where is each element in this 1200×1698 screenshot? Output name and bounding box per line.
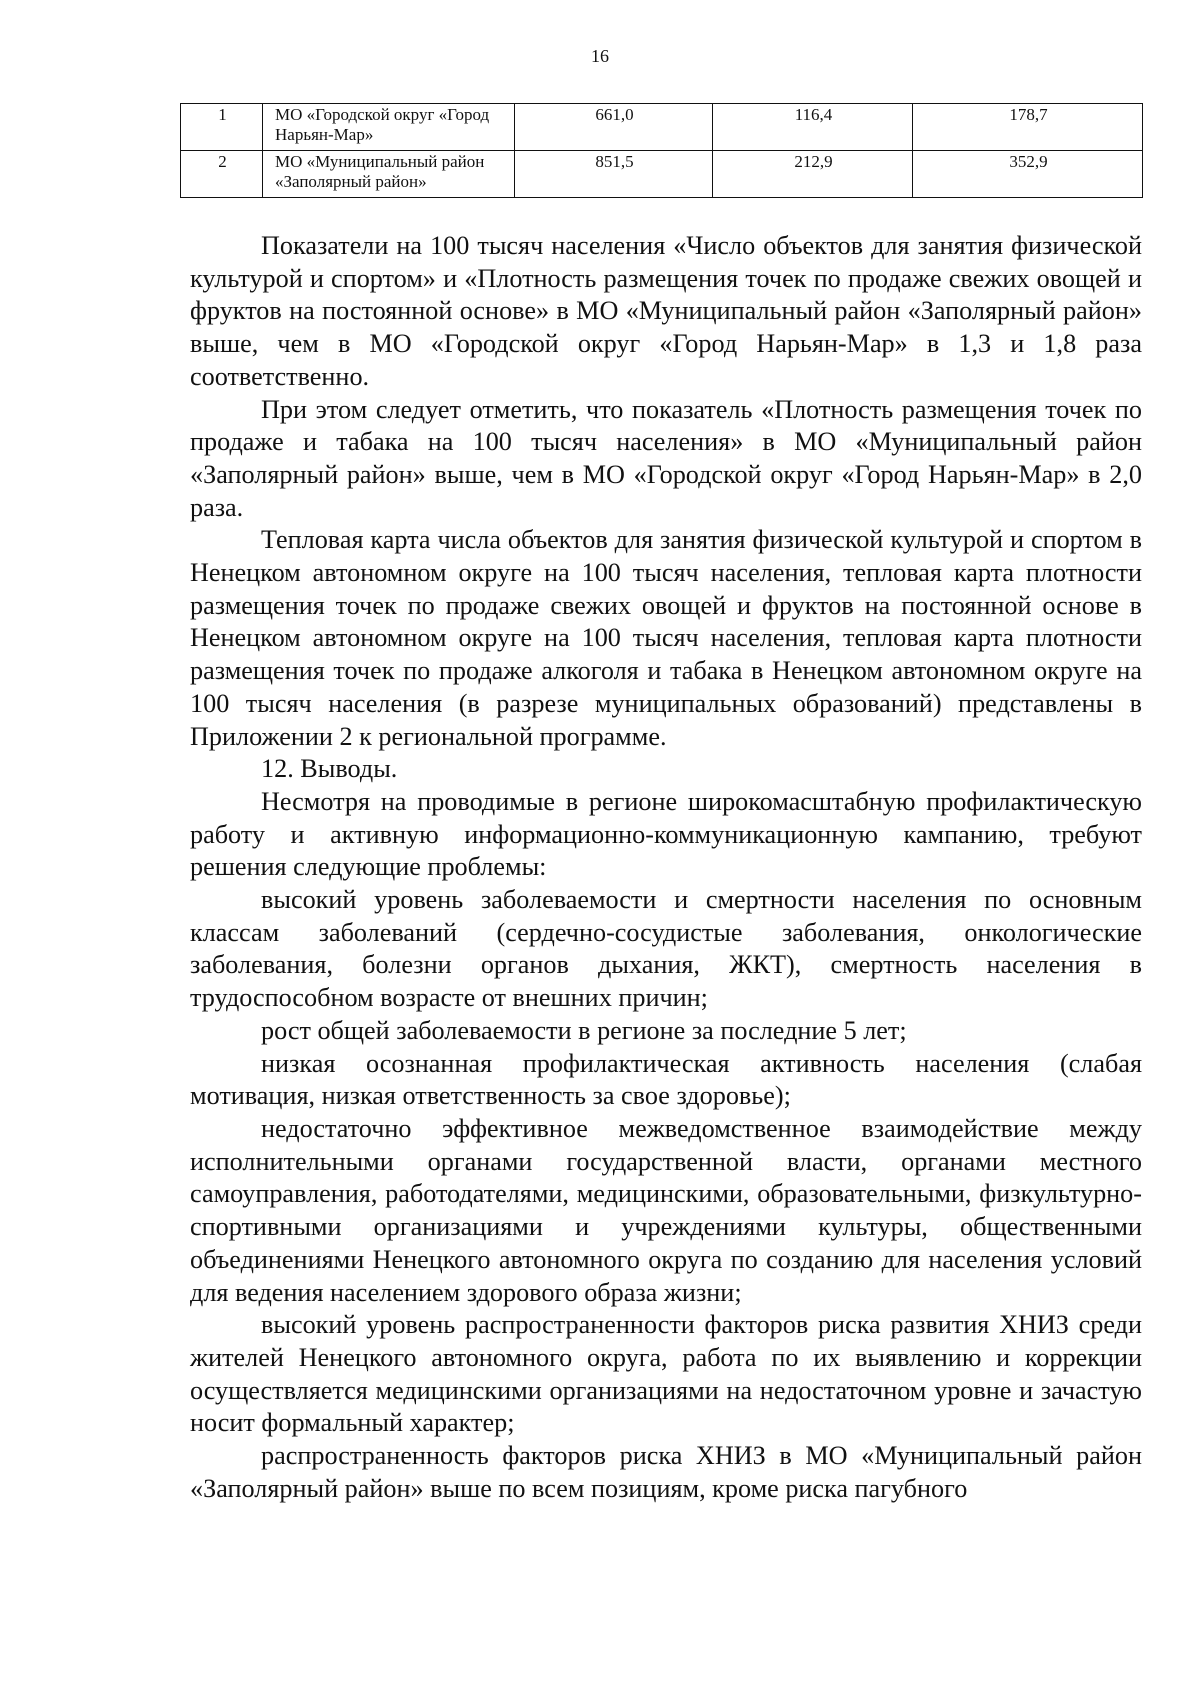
list-item: недостаточно эффективное межведомственное взаимодействие между исполнительными органами государственной власти, органами местного самоуправления, работодателями, медицинскими, образовательными, физкультурно-спортивными организациями и учреждениями культуры, общественными объединениями Ненецкого автономного округа по созданию для населения условий для ведения населением здорового образа жизни;: [190, 1113, 1142, 1307]
row-number: 2: [181, 151, 263, 198]
paragraph: Несмотря на проводимые в регионе широкомасштабную профилактическую работу и активную информационно-коммуникационную кампанию, требуют решения следующие проблемы:: [190, 786, 1142, 882]
table-value: 851,5: [515, 151, 713, 198]
table-row: [181, 151, 1143, 198]
list-item: высокий уровень заболеваемости и смертности населения по основным классам заболеваний (сердечно-сосудистые заболевания, онкологические заболевания, болезни органов дыхания, ЖКТ), смертность населения в трудоспособном возрасте от внешних причин;: [190, 885, 1142, 1013]
body-text: [190, 230, 1142, 1505]
list-item: высокий уровень распространенности факторов риска развития ХНИЗ среди жителей Ненецкого автономного округа, работа по их выявлению и коррекции осуществляется медицинскими организациями на недостаточном уровне и зачастую носит формальный характер;: [190, 1310, 1142, 1438]
list-item: низкая осознанная профилактическая активность населения (слабая мотивация, низкая ответственность за свое здоровье);: [190, 1048, 1142, 1111]
table-value: 212,9: [713, 151, 913, 198]
list-item: распространенность факторов риска ХНИЗ в МО «Муниципальный район «Заполярный район» выше по всем позициям, кроме риска пагубного: [190, 1441, 1142, 1503]
row-number: 1: [181, 104, 263, 151]
paragraph: Показатели на 100 тысяч населения «Число объектов для занятия физической культурой и спортом» и «Плотность размещения точек по продаже свежих овощей и фруктов на постоянной основе» в МО «Муниципальный район «Заполярный район» выше, чем в МО «Городской округ «Город Нарьян-Мар» в 1,3 и 1,8 раза соответственно.: [190, 231, 1142, 391]
section-heading: 12. Выводы.: [261, 754, 398, 784]
table-value: 661,0: [515, 104, 713, 151]
table-value: 352,9: [913, 151, 1143, 198]
paragraph: Тепловая карта числа объектов для занятия физической культурой и спортом в Ненецком автономном округе на 100 тысяч населения, тепловая карта плотности размещения точек по продаже свежих овощей и фруктов на постоянной основе в Ненецком автономном округе на 100 тысяч населения, тепловая карта плотности размещения точек по продаже алкоголя и табака в Ненецком автономном округе на 100 тысяч населения (в разрезе муниципальных образований) представлены в Приложении 2 к региональной программе.: [190, 525, 1142, 751]
table-value: 116,4: [713, 104, 913, 151]
municipality-name: МО «Городской округ «Город Нарьян-Мар»: [263, 104, 515, 151]
list-item: рост общей заболеваемости в регионе за последние 5 лет;: [261, 1015, 907, 1045]
table-row: [181, 104, 1143, 151]
municipality-name: МО «Муниципальный район «Заполярный район»: [263, 151, 515, 198]
paragraph: При этом следует отметить, что показатель «Плотность размещения точек по продаже и табака на 100 тысяч населения» в МО «Муниципальный район «Заполярный район» выше, чем в МО «Городской округ «Город Нарьян-Мар» в 2,0 раза.: [190, 394, 1142, 522]
data-table: [180, 103, 1143, 198]
page-number: 16: [591, 46, 609, 66]
table-value: 178,7: [913, 104, 1143, 151]
